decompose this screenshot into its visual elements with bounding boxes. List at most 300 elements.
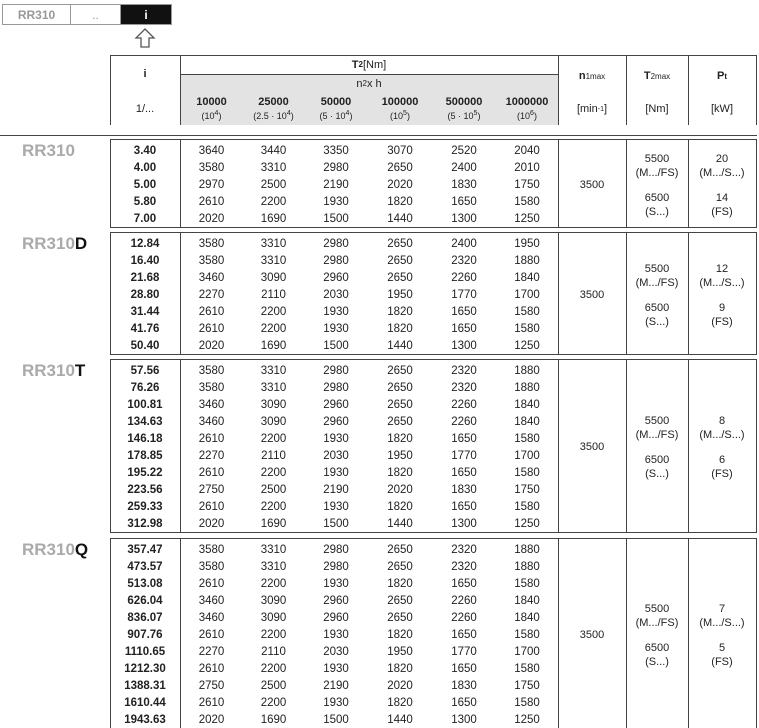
- torque-cell: 2200: [260, 432, 287, 445]
- t2max-line: (M.../FS): [635, 276, 679, 289]
- torque-cell: 1880: [514, 543, 540, 556]
- ratio-cell: 16.40: [130, 254, 160, 267]
- torque-cell: 3640: [198, 144, 225, 157]
- table-row: [110, 396, 558, 413]
- torque-cell: 3350: [323, 144, 349, 157]
- table-row: [110, 252, 558, 269]
- section-rr310: [0, 139, 757, 228]
- t2max-line: (M.../FS): [635, 429, 679, 441]
- torque-cell: 1820: [387, 305, 413, 318]
- torque-cell: 1580: [514, 305, 540, 318]
- pt-line: 20: [715, 152, 729, 165]
- torque-cell: 2020: [387, 483, 413, 496]
- pt-line: 14: [715, 191, 729, 204]
- torque-cell: 1930: [323, 322, 349, 335]
- table-row: [110, 210, 558, 227]
- breadcrumb: [2, 4, 172, 25]
- table-row: [110, 481, 558, 498]
- torque-cell: 2200: [260, 466, 287, 479]
- col-t2-value: 10000: [196, 96, 227, 108]
- torque-cell: 1250: [514, 339, 540, 352]
- torque-cell: 1440: [387, 212, 413, 225]
- col-t2-value: 50000: [320, 96, 352, 108]
- torque-cell: 1580: [514, 500, 540, 513]
- torque-cell: 2020: [387, 679, 413, 692]
- table-header: [110, 55, 757, 125]
- torque-cell: 3580: [198, 237, 225, 250]
- ratio-cell: 1610.44: [124, 696, 166, 709]
- table-row: [110, 677, 558, 694]
- table-row: [110, 711, 558, 728]
- torque-cell: 2200: [260, 305, 287, 318]
- torque-cell: 2610: [198, 305, 225, 318]
- pt-line: (M.../S...): [699, 429, 745, 441]
- torque-cell: 2030: [323, 288, 349, 301]
- table-row: [110, 447, 558, 464]
- torque-cell: 1820: [387, 195, 413, 208]
- torque-cell: 2260: [451, 611, 477, 624]
- torque-cell: 2200: [260, 628, 287, 641]
- pt-cell: [688, 262, 756, 329]
- torque-cell: 3310: [260, 543, 287, 556]
- torque-cell: 3460: [198, 415, 225, 428]
- torque-cell: 1820: [387, 500, 413, 513]
- torque-cell: 2110: [261, 449, 286, 462]
- torque-cell: 1690: [260, 517, 287, 530]
- col-n1max-unit: [min -1 ]: [576, 103, 608, 115]
- torque-cell: 2980: [323, 364, 349, 377]
- ratio-cell: 513.08: [127, 577, 163, 590]
- section-label: RR310D: [22, 234, 88, 253]
- col-t2-exponent: $(2.5 \cdot 10^4)$: [253, 110, 294, 121]
- ratio-cell: 178.85: [127, 449, 163, 462]
- ratio-cell: 50.40: [130, 339, 160, 352]
- col-t2-0: [180, 93, 243, 125]
- torque-cell: 1880: [514, 364, 540, 377]
- torque-cell: 3580: [198, 381, 225, 394]
- t2max-line: 6500: [644, 641, 670, 654]
- torque-cell: 2650: [387, 611, 413, 624]
- table-row: [110, 159, 558, 176]
- t2max-cell: [626, 262, 688, 329]
- torque-cell: 2260: [451, 398, 477, 411]
- pt-cell: [688, 414, 756, 481]
- torque-cell: 2030: [323, 645, 349, 658]
- torque-cell: 1650: [451, 195, 477, 208]
- ratio-cell: 28.80: [130, 288, 160, 301]
- torque-cell: 1650: [451, 500, 477, 513]
- torque-cell: 2650: [387, 543, 413, 556]
- torque-cell: 1880: [514, 254, 540, 267]
- torque-cell: 1820: [387, 466, 413, 479]
- torque-cell: 1830: [451, 178, 477, 191]
- torque-cell: 2200: [260, 322, 287, 335]
- torque-cell: 1690: [260, 339, 287, 352]
- torque-cell: 1250: [514, 517, 540, 530]
- table-row: [110, 176, 558, 193]
- n1max-cell: 3500: [579, 288, 605, 301]
- breadcrumb-item-ellipsis[interactable]: ..: [71, 5, 121, 24]
- torque-cell: 2200: [260, 577, 287, 590]
- section-rr310q: [0, 538, 757, 728]
- pt-line: 5: [718, 641, 726, 654]
- t2max-cell: [626, 602, 688, 669]
- torque-cell: 2260: [451, 271, 477, 284]
- t2max-line: 5500: [644, 602, 670, 615]
- ratio-cell: 3.40: [133, 144, 157, 157]
- torque-cell: 2610: [198, 500, 225, 513]
- table-row: [110, 660, 558, 677]
- torque-cell: 1750: [514, 178, 540, 191]
- section-table: [110, 139, 757, 228]
- breadcrumb-item-rr310[interactable]: RR310: [3, 5, 71, 24]
- torque-cell: 3310: [260, 237, 287, 250]
- torque-cell: 3440: [260, 144, 287, 157]
- torque-cell: 1650: [451, 696, 477, 709]
- torque-cell: 3090: [260, 594, 287, 607]
- ratio-cell: 1212.30: [124, 662, 166, 675]
- torque-cell: 2040: [514, 144, 540, 157]
- torque-cell: 1820: [387, 628, 413, 641]
- torque-cell: 1580: [514, 628, 540, 641]
- table-row: [110, 286, 558, 303]
- col-t2-value: 100000: [381, 96, 419, 108]
- pt-cell: [688, 152, 756, 219]
- ratio-cell: 4.00: [133, 161, 157, 174]
- n2xh-heading: n 2 x h: [356, 77, 382, 90]
- t2max-line: (S...): [645, 315, 669, 328]
- torque-cell: 1250: [514, 713, 540, 726]
- col-i-unit: 1/...: [135, 103, 155, 115]
- table-row: [110, 464, 558, 481]
- col-t2max-unit: [Nm]: [645, 103, 669, 115]
- table-row: [110, 362, 558, 379]
- torque-cell: 1700: [514, 449, 540, 462]
- n1max-cell: 3500: [579, 178, 605, 191]
- table-row: [110, 193, 558, 210]
- torque-cell: 2960: [323, 611, 349, 624]
- ratio-cell: 7.00: [133, 212, 157, 225]
- ratio-cell: 31.44: [130, 305, 160, 318]
- torque-cell: 2260: [451, 415, 477, 428]
- torque-cell: 1650: [451, 305, 477, 318]
- col-i-label: i: [143, 68, 147, 80]
- torque-cell: 2750: [198, 483, 225, 496]
- torque-cell: 1820: [387, 577, 413, 590]
- torque-cell: 2190: [323, 679, 349, 692]
- torque-cell: 1820: [387, 432, 413, 445]
- torque-cell: 1950: [387, 645, 413, 658]
- table-row: [110, 320, 558, 337]
- col-t2-5: [496, 93, 558, 125]
- col-t2-3: [368, 93, 432, 125]
- torque-cell: 2980: [323, 254, 349, 267]
- torque-cell: 3460: [198, 594, 225, 607]
- torque-cell: 2500: [260, 178, 287, 191]
- torque-cell: 1840: [514, 398, 540, 411]
- torque-cell: 2190: [323, 483, 349, 496]
- ratio-cell: 1388.31: [124, 679, 166, 692]
- torque-cell: 1300: [451, 212, 477, 225]
- torque-cell: 3090: [260, 415, 287, 428]
- torque-cell: 2030: [323, 449, 349, 462]
- section-table: [110, 359, 757, 533]
- torque-cell: 2270: [198, 645, 225, 658]
- torque-cell: 2980: [323, 381, 349, 394]
- torque-cell: 2610: [198, 322, 225, 335]
- torque-cell: 1500: [323, 339, 349, 352]
- table-row: [110, 269, 558, 286]
- torque-cell: 2610: [198, 696, 225, 709]
- torque-cell: 1750: [514, 679, 540, 692]
- torque-cell: 1830: [451, 679, 477, 692]
- section-table: [110, 538, 757, 728]
- pt-cell: [688, 602, 756, 669]
- torque-cell: 2200: [260, 500, 287, 513]
- torque-cell: 1930: [323, 466, 349, 479]
- breadcrumb-item-current: i: [121, 5, 171, 24]
- ratio-cell: 57.56: [130, 364, 160, 377]
- torque-cell: 1930: [323, 696, 349, 709]
- ratio-cell: 41.76: [130, 322, 160, 335]
- col-t2-value: 1000000: [505, 96, 549, 108]
- col-t2-exponent: $(10^4)$: [201, 110, 222, 121]
- torque-cell: 2200: [260, 696, 287, 709]
- torque-cell: 1690: [260, 212, 287, 225]
- torque-cell: 2270: [198, 288, 225, 301]
- table-row: [110, 694, 558, 711]
- ratio-cell: 76.26: [130, 381, 160, 394]
- table-row: [110, 626, 558, 643]
- ratio-cell: 146.18: [127, 432, 163, 445]
- torque-cell: 1440: [387, 339, 413, 352]
- torque-cell: 2960: [323, 398, 349, 411]
- torque-cell: 2010: [514, 161, 540, 174]
- torque-cell: 2980: [323, 161, 349, 174]
- torque-cell: 1840: [514, 415, 540, 428]
- ratio-cell: 195.22: [127, 466, 163, 479]
- torque-cell: 1950: [514, 237, 540, 250]
- torque-cell: 1840: [514, 594, 540, 607]
- torque-cell: 2960: [323, 271, 349, 284]
- section-rr310t: [0, 359, 757, 533]
- section-rr310d: [0, 232, 757, 355]
- torque-cell: 1930: [323, 500, 349, 513]
- torque-cell: 2500: [260, 483, 287, 496]
- torque-cell: 1440: [387, 517, 413, 530]
- torque-cell: 1820: [387, 322, 413, 335]
- table-row: [110, 609, 558, 626]
- col-t2-2: [304, 93, 368, 125]
- torque-cell: 2960: [323, 594, 349, 607]
- torque-cell: 3090: [260, 271, 287, 284]
- torque-cell: 2650: [387, 364, 413, 377]
- pt-line: 12: [715, 262, 729, 275]
- torque-cell: 3460: [198, 398, 225, 411]
- torque-cell: 2610: [198, 628, 225, 641]
- pt-line: (M.../S...): [699, 276, 745, 289]
- torque-cell: 1650: [451, 322, 477, 335]
- torque-cell: 3310: [260, 254, 287, 267]
- torque-cell: 3090: [260, 398, 287, 411]
- ratio-cell: 836.07: [127, 611, 163, 624]
- table-row: [110, 558, 558, 575]
- torque-cell: 3310: [260, 381, 287, 394]
- torque-cell: 2320: [451, 543, 477, 556]
- t2max-cell: [626, 414, 688, 481]
- torque-cell: 2020: [198, 339, 225, 352]
- torque-cell: 2020: [198, 517, 225, 530]
- torque-cell: 1840: [514, 271, 540, 284]
- torque-cell: 1440: [387, 713, 413, 726]
- torque-cell: 3090: [260, 611, 287, 624]
- torque-cell: 3580: [198, 543, 225, 556]
- col-t2-exponent: $(5 \cdot 10^5)$: [447, 110, 481, 121]
- torque-cell: 1820: [387, 662, 413, 675]
- up-arrow-icon[interactable]: [134, 27, 156, 49]
- torque-cell: 2520: [451, 144, 477, 157]
- section-label: RR310Q: [22, 540, 89, 559]
- torque-cell: 1500: [323, 517, 349, 530]
- ratio-cell: 100.81: [127, 398, 163, 411]
- t2max-line: 5500: [644, 415, 670, 427]
- ratio-cell: 626.04: [127, 594, 163, 607]
- ratio-cell: 312.98: [127, 517, 163, 530]
- table-row: [110, 379, 558, 396]
- torque-cell: 2750: [198, 679, 225, 692]
- torque-cell: 3310: [260, 161, 287, 174]
- t2max-line: (S...): [645, 468, 669, 480]
- torque-cell: 2650: [387, 560, 413, 573]
- col-t2-exponent: $(10^5)$: [390, 110, 410, 121]
- torque-cell: 3460: [198, 611, 225, 624]
- torque-cell: 2650: [387, 381, 413, 394]
- torque-cell: 1580: [514, 696, 540, 709]
- ratio-cell: 259.33: [127, 500, 163, 513]
- t2max-line: 6500: [644, 454, 670, 466]
- col-n1max-label: n 1max: [578, 70, 606, 82]
- torque-cell: 1500: [323, 212, 349, 225]
- table-row: [110, 235, 558, 252]
- torque-cell: 3310: [260, 560, 287, 573]
- table-row: [110, 337, 558, 354]
- ratio-cell: 12.84: [130, 237, 160, 250]
- torque-cell: 2320: [451, 254, 477, 267]
- t2max-line: 5500: [644, 152, 670, 165]
- torque-cell: 2320: [451, 381, 477, 394]
- pt-line: (FS): [711, 315, 733, 328]
- t2max-line: 5500: [644, 262, 670, 275]
- n1max-cell: 3500: [579, 628, 605, 641]
- torque-cell: 1500: [323, 713, 349, 726]
- torque-cell: 1830: [451, 483, 477, 496]
- torque-cell: 2400: [451, 161, 477, 174]
- section-label: RR310: [22, 141, 75, 160]
- torque-cell: 1700: [514, 288, 540, 301]
- torque-cell: 1580: [514, 195, 540, 208]
- torque-cell: 1300: [451, 517, 477, 530]
- table-row: [110, 575, 558, 592]
- torque-cell: 2500: [260, 679, 287, 692]
- torque-cell: 1820: [387, 696, 413, 709]
- torque-cell: 1580: [514, 577, 540, 590]
- torque-cell: 2200: [260, 662, 287, 675]
- torque-cell: 2320: [451, 560, 477, 573]
- table-row: [110, 643, 558, 660]
- torque-cell: 2650: [387, 271, 413, 284]
- col-t2-value: 25000: [258, 96, 289, 108]
- torque-cell: 1580: [514, 662, 540, 675]
- torque-cell: 1690: [260, 713, 287, 726]
- torque-cell: 1750: [514, 483, 540, 496]
- torque-cell: 2400: [451, 237, 477, 250]
- torque-cell: 2650: [387, 237, 413, 250]
- ratio-cell: 907.76: [127, 628, 163, 641]
- torque-cell: 2110: [261, 645, 286, 658]
- table-row: [110, 430, 558, 447]
- torque-cell: 1300: [451, 339, 477, 352]
- table-row: [110, 413, 558, 430]
- t2max-cell: [626, 152, 688, 219]
- col-pt-label: P t: [716, 70, 727, 82]
- torque-cell: 2610: [198, 432, 225, 445]
- torque-cell: 1250: [514, 212, 540, 225]
- col-t2-1: [243, 93, 304, 125]
- torque-cell: 1650: [451, 577, 477, 590]
- torque-cell: 1930: [323, 577, 349, 590]
- torque-cell: 1770: [451, 449, 477, 462]
- ratio-cell: 5.80: [133, 195, 157, 208]
- torque-cell: 1300: [451, 713, 477, 726]
- section-label: RR310T: [22, 361, 86, 380]
- torque-cell: 1950: [387, 449, 413, 462]
- torque-cell: 2200: [260, 195, 287, 208]
- col-t2max-label: T 2max: [643, 70, 671, 82]
- torque-cell: 2610: [198, 195, 225, 208]
- torque-cell: 2610: [198, 577, 225, 590]
- torque-cell: 1930: [323, 662, 349, 675]
- torque-cell: 2260: [451, 594, 477, 607]
- torque-cell: 2020: [198, 212, 225, 225]
- pt-line: (FS): [711, 205, 733, 218]
- torque-cell: 2320: [451, 364, 477, 377]
- pt-line: (M.../S...): [699, 166, 745, 179]
- torque-cell: 3580: [198, 161, 225, 174]
- col-t2-heading: T 2 [Nm]: [351, 58, 387, 71]
- torque-cell: 2960: [323, 415, 349, 428]
- torque-cell: 1650: [451, 662, 477, 675]
- table-row: [110, 541, 558, 558]
- torque-cell: 2650: [387, 161, 413, 174]
- torque-cell: 1950: [387, 288, 413, 301]
- t2max-line: (M.../FS): [635, 616, 679, 629]
- torque-cell: 1930: [323, 628, 349, 641]
- t2max-line: 6500: [644, 301, 670, 314]
- torque-cell: 3580: [198, 560, 225, 573]
- torque-cell: 3310: [260, 364, 287, 377]
- t2max-line: (M.../FS): [635, 166, 679, 179]
- torque-cell: 2980: [323, 543, 349, 556]
- torque-cell: 1770: [451, 288, 477, 301]
- torque-cell: 2610: [198, 662, 225, 675]
- torque-cell: 1580: [514, 466, 540, 479]
- torque-cell: 2650: [387, 254, 413, 267]
- torque-cell: 1580: [514, 322, 540, 335]
- pt-line: 9: [718, 301, 726, 314]
- torque-cell: 2980: [323, 237, 349, 250]
- table-row: [110, 498, 558, 515]
- torque-cell: 3580: [198, 254, 225, 267]
